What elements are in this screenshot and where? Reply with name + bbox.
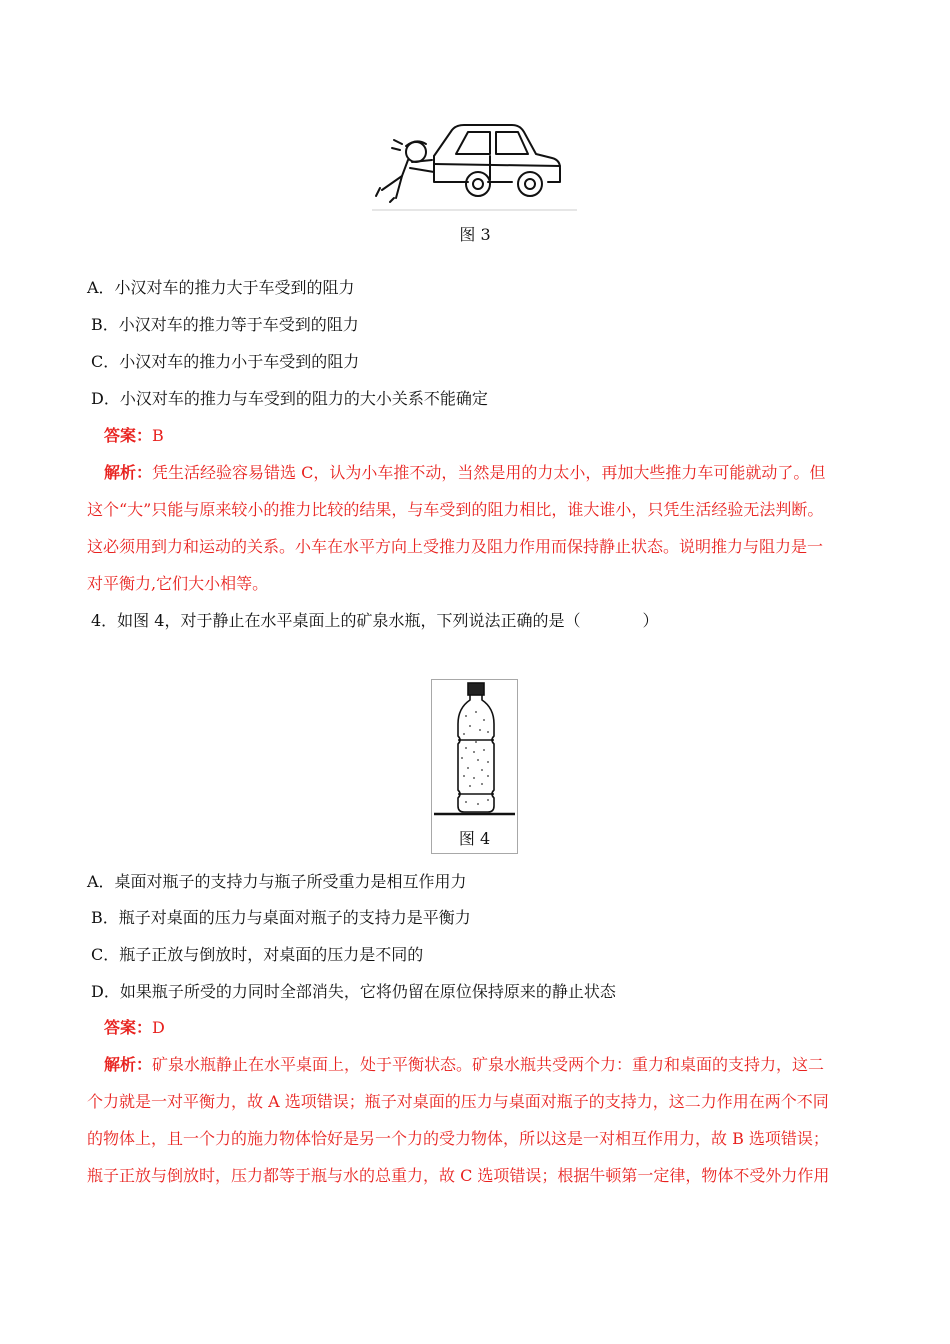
- q3-option-c: C．小汉对车的推力小于车受到的阻力: [91, 352, 360, 371]
- q3-option-d: D．小汉对车的推力与车受到的阻力的大小关系不能确定: [91, 389, 488, 408]
- q4-analysis-label: 解析：: [104, 1055, 153, 1074]
- q4-stem: [91, 609, 658, 633]
- q3-analysis-line-3: 这必须用到力和运动的关系。小车在水平方向上受推力及阻力作用而保持静止状态。说明推力与阻力是一: [87, 537, 824, 556]
- q3-answer-value: B: [152, 426, 164, 445]
- q3-analysis-label: 解析：: [104, 463, 153, 482]
- q3-answer: [104, 424, 164, 448]
- q3-analysis-text-1: 凭生活经验容易错选 C，认为小车推不动，当然是用的力太小，再加大些推力车可能就动了。但: [152, 463, 826, 482]
- water-bottle-illustration: [432, 680, 517, 820]
- q4-stem-text: 4．如图 4，对于静止在水平桌面上的矿泉水瓶，下列说法正确的是（: [91, 611, 581, 630]
- q4-option-d: D．如果瓶子所受的力同时全部消失，它将仍留在原位保持原来的静止状态: [91, 982, 616, 1001]
- q3-option-a: A．小汉对车的推力大于车受到的阻力: [87, 278, 355, 297]
- child-pushing-car-illustration: [372, 116, 577, 212]
- figure-4-caption: 图 4: [458, 829, 491, 848]
- q4-answer-value: D: [152, 1018, 165, 1037]
- figure-3-image: [372, 116, 577, 212]
- q3-answer-label: 答案：: [104, 426, 153, 445]
- q4-stem-end: ）: [642, 611, 659, 630]
- q4-analysis-line-1: [104, 1053, 824, 1077]
- q4-answer-label: 答案：: [104, 1018, 153, 1037]
- q3-analysis-line-1: [104, 461, 825, 485]
- q4-analysis-line-3: 的物体上，且一个力的施力物体恰好是另一个力的受力物体，所以这是一对相互作用力，故 B 选项错误；: [87, 1129, 829, 1148]
- q4-answer: [104, 1016, 165, 1040]
- q4-analysis-line-2: 个力就是一对平衡力，故 A 选项错误；瓶子对桌面的压力与桌面对瓶子的支持力，这二力作用在两个不同: [87, 1092, 829, 1111]
- q4-option-c: C．瓶子正放与倒放时，对桌面的压力是不同的: [91, 945, 424, 964]
- q3-analysis-line-2: 这个“大”只能与原来较小的推力比较的结果，与车受到的阻力相比，谁大谁小，只凭生活经验无法判断。: [87, 500, 824, 519]
- figure-4-box: [431, 679, 518, 854]
- q3-option-b: B．小汉对车的推力等于车受到的阻力: [91, 315, 359, 334]
- figure-3-caption: 图 3: [459, 225, 491, 244]
- q4-option-a: A．桌面对瓶子的支持力与瓶子所受重力是相互作用力: [87, 872, 467, 891]
- q4-analysis-line-4: 瓶子正放与倒放时，压力都等于瓶与水的总重力，故 C 选项错误；根据牛顿第一定律，物体不受外力作用: [87, 1166, 830, 1185]
- q4-analysis-text-1: 矿泉水瓶静止在水平桌面上，处于平衡状态。矿泉水瓶共受两个力：重力和桌面的支持力，这二: [152, 1055, 825, 1074]
- q4-option-b: B．瓶子对桌面的压力与桌面对瓶子的支持力是平衡力: [91, 908, 471, 927]
- q3-analysis-line-4: 对平衡力,它们大小相等。: [87, 574, 269, 593]
